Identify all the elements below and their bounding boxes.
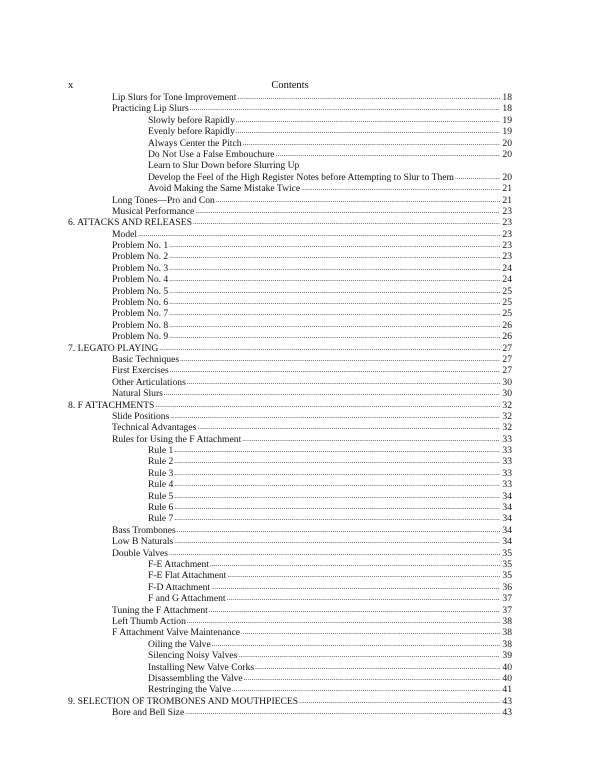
toc-entry-title: Rule 3 bbox=[148, 467, 174, 479]
toc-entry-title: Bore and Bell Size bbox=[112, 707, 185, 719]
toc-entry bbox=[68, 513, 512, 524]
toc-entry-title: Model bbox=[112, 228, 138, 240]
toc-entry-page-number: 18 bbox=[502, 92, 512, 103]
toc-entry-title: Silencing Noisy Valves bbox=[148, 650, 238, 662]
toc-entry bbox=[68, 286, 512, 297]
toc-entry bbox=[68, 229, 512, 240]
toc-entry-title: Tuning the F Attachment bbox=[112, 604, 208, 616]
toc-dot-leader bbox=[235, 126, 500, 137]
page-header bbox=[68, 80, 512, 92]
toc-dot-leader bbox=[168, 331, 500, 342]
toc-entry-title: Problem No. 8 bbox=[112, 319, 169, 331]
toc-dot-leader bbox=[168, 251, 500, 262]
toc-dot-leader bbox=[196, 422, 500, 433]
toc-entry-title: 8. F ATTACHMENTS bbox=[68, 399, 155, 411]
toc-entry-title: Oiling the Valve bbox=[148, 638, 211, 650]
toc-dot-leader bbox=[168, 286, 500, 297]
toc-dot-leader bbox=[215, 195, 500, 206]
toc-dot-leader bbox=[169, 365, 500, 376]
toc-entry bbox=[68, 468, 512, 479]
toc-entry bbox=[68, 639, 512, 650]
toc-entry bbox=[68, 707, 512, 718]
toc-entry-page-number: 26 bbox=[502, 331, 512, 343]
toc-entry-title: Restringing the Valve bbox=[148, 684, 231, 696]
toc-dot-leader bbox=[299, 160, 500, 171]
table-of-contents bbox=[68, 92, 512, 718]
toc-entry-title: Rule 2 bbox=[148, 456, 174, 468]
toc-entry bbox=[68, 263, 512, 274]
toc-dot-leader bbox=[243, 673, 500, 684]
toc-entry bbox=[68, 422, 512, 433]
toc-entry bbox=[68, 627, 512, 638]
toc-entry bbox=[68, 400, 512, 411]
toc-entry-page-number: 24 bbox=[502, 262, 512, 274]
toc-entry-page-number: 24 bbox=[502, 274, 512, 286]
toc-entry-title: Rule 7 bbox=[148, 513, 174, 525]
toc-entry bbox=[68, 548, 512, 559]
toc-entry-title: First Exercises bbox=[112, 365, 169, 377]
toc-entry bbox=[68, 696, 512, 707]
toc-entry-page-number: 25 bbox=[502, 297, 512, 309]
toc-dot-leader bbox=[168, 308, 500, 319]
toc-dot-leader bbox=[169, 411, 500, 422]
toc-entry bbox=[68, 343, 512, 354]
toc-entry-page-number: 27 bbox=[502, 365, 512, 377]
toc-dot-leader bbox=[300, 183, 500, 194]
toc-dot-leader bbox=[242, 138, 500, 149]
toc-entry-page-number: 43 bbox=[502, 707, 512, 719]
toc-dot-leader bbox=[168, 548, 500, 559]
toc-entry-title: Rule 6 bbox=[148, 502, 174, 514]
toc-entry-title: F-E Flat Attachment bbox=[148, 570, 227, 582]
toc-entry bbox=[68, 354, 512, 365]
toc-dot-leader bbox=[226, 593, 500, 604]
toc-dot-leader bbox=[137, 229, 500, 240]
toc-entry-title: Disassembling the Valve bbox=[148, 672, 243, 684]
toc-entry-page-number: 27 bbox=[502, 342, 512, 354]
toc-dot-leader bbox=[176, 525, 500, 536]
toc-entry-title: F and G Attachment bbox=[148, 593, 226, 605]
toc-entry-title: Rules for Using the F Attachment bbox=[112, 433, 242, 445]
toc-dot-leader bbox=[168, 240, 500, 251]
toc-entry bbox=[68, 525, 512, 536]
toc-entry-page-number: 32 bbox=[502, 422, 512, 434]
toc-entry-page-number: 35 bbox=[502, 547, 512, 559]
toc-dot-leader bbox=[173, 468, 500, 479]
toc-entry bbox=[68, 251, 512, 262]
toc-entry-title: 7. LEGATO PLAYING bbox=[68, 342, 159, 354]
toc-entry-page-number: 32 bbox=[502, 410, 512, 422]
toc-entry-title: Musical Performance bbox=[112, 205, 195, 217]
toc-entry bbox=[68, 479, 512, 490]
toc-entry-page-number: 35 bbox=[502, 559, 512, 570]
toc-dot-leader bbox=[254, 662, 500, 673]
toc-entry-page-number: 33 bbox=[502, 456, 512, 468]
toc-entry-title: Other Articulations bbox=[112, 376, 186, 388]
toc-entry bbox=[68, 138, 512, 149]
toc-entry-page-number: 32 bbox=[502, 399, 512, 411]
page-number: x bbox=[68, 80, 74, 91]
toc-entry bbox=[68, 183, 512, 194]
toc-entry-page-number: 33 bbox=[502, 445, 512, 457]
toc-entry-title: Develop the Feel of the High Register Notes before Attempting to Slur to Them bbox=[148, 171, 454, 183]
toc-entry bbox=[68, 445, 512, 456]
toc-entry-title: Left Thumb Action bbox=[112, 615, 186, 627]
toc-entry-title: Problem No. 5 bbox=[112, 285, 169, 297]
toc-entry bbox=[68, 103, 512, 114]
toc-entry-page-number: 23 bbox=[502, 228, 512, 240]
toc-entry bbox=[68, 274, 512, 285]
toc-entry bbox=[68, 502, 512, 513]
toc-entry-page-number: 30 bbox=[502, 376, 512, 388]
toc-entry-page-number: 27 bbox=[502, 353, 512, 365]
toc-entry-title: Lip Slurs for Tone Improvement bbox=[112, 92, 237, 103]
toc-dot-leader bbox=[168, 263, 500, 274]
toc-entry-title: F Attachment Valve Maintenance bbox=[112, 627, 240, 639]
toc-entry-page-number: 39 bbox=[502, 650, 512, 662]
toc-entry-title: Problem No. 3 bbox=[112, 262, 169, 274]
toc-dot-leader bbox=[275, 149, 500, 160]
toc-entry bbox=[68, 388, 512, 399]
toc-dot-leader bbox=[237, 650, 500, 661]
toc-dot-leader bbox=[231, 684, 500, 695]
toc-dot-leader bbox=[208, 605, 500, 616]
toc-entry bbox=[68, 126, 512, 137]
toc-entry-title: Slide Positions bbox=[112, 410, 170, 422]
toc-entry-title: Problem No. 6 bbox=[112, 297, 169, 309]
toc-entry-page-number: 23 bbox=[502, 205, 512, 217]
toc-entry-title: Natural Slurs bbox=[112, 388, 163, 400]
toc-entry bbox=[68, 115, 512, 126]
toc-entry-title: 9. SELECTION OF TROMBONES AND MOUTHPIECES bbox=[68, 695, 299, 707]
toc-entry bbox=[68, 365, 512, 376]
toc-entry bbox=[68, 536, 512, 547]
toc-entry bbox=[68, 457, 512, 468]
toc-entry bbox=[68, 491, 512, 502]
toc-entry-title: Always Center the Pitch bbox=[148, 137, 242, 149]
toc-entry bbox=[68, 331, 512, 342]
toc-dot-leader bbox=[168, 274, 500, 285]
toc-entry-title: Installing New Valve Corks bbox=[148, 661, 255, 673]
toc-entry-page-number: 19 bbox=[502, 114, 512, 126]
toc-entry bbox=[68, 605, 512, 616]
toc-entry bbox=[68, 92, 512, 103]
toc-entry-page-number: 35 bbox=[502, 570, 512, 582]
toc-entry bbox=[68, 684, 512, 695]
toc-entry-title: Practicing Lip Slurs bbox=[112, 103, 189, 115]
toc-dot-leader bbox=[173, 536, 500, 547]
toc-entry-title: Rule 4 bbox=[148, 479, 174, 491]
toc-entry-title: Rule 5 bbox=[148, 490, 174, 502]
toc-entry-title: Learn to Slur Down before Slurring Up bbox=[148, 160, 300, 172]
toc-dot-leader bbox=[236, 92, 500, 103]
toc-entry-page-number: 20 bbox=[502, 171, 512, 183]
toc-entry-page-number: 37 bbox=[502, 604, 512, 616]
toc-entry bbox=[68, 673, 512, 684]
toc-entry bbox=[68, 195, 512, 206]
toc-entry bbox=[68, 616, 512, 627]
toc-dot-leader bbox=[168, 320, 500, 331]
toc-dot-leader bbox=[184, 707, 500, 718]
toc-entry bbox=[68, 172, 512, 183]
toc-entry-page-number: 34 bbox=[502, 524, 512, 536]
toc-entry-page-number: 21 bbox=[502, 183, 512, 195]
toc-entry-title: Long Tones—Pro and Con bbox=[112, 194, 215, 206]
toc-entry-title: Slowly before Rapidly bbox=[148, 114, 235, 126]
toc-entry-title: Double Valves bbox=[112, 547, 169, 559]
toc-entry-page-number: 21 bbox=[502, 194, 512, 206]
toc-dot-leader bbox=[154, 400, 500, 411]
toc-entry-page-number: 41 bbox=[502, 684, 512, 696]
toc-entry-title: Problem No. 2 bbox=[112, 251, 169, 263]
toc-dot-leader bbox=[173, 513, 500, 524]
toc-entry bbox=[68, 377, 512, 388]
toc-entry-page-number: 25 bbox=[502, 308, 512, 320]
toc-entry-page-number: 33 bbox=[502, 467, 512, 479]
toc-entry-title: Problem No. 4 bbox=[112, 274, 169, 286]
toc-entry-page-number: 38 bbox=[502, 638, 512, 650]
toc-entry-title: Rule 1 bbox=[148, 445, 174, 457]
toc-dot-leader bbox=[186, 616, 500, 627]
toc-dot-leader bbox=[209, 559, 500, 570]
toc-entry bbox=[68, 650, 512, 661]
toc-dot-leader bbox=[194, 206, 500, 217]
toc-entry-title: Do Not Use a False Embouchure bbox=[148, 148, 275, 160]
toc-dot-leader bbox=[189, 103, 500, 114]
toc-entry-page-number: 23 bbox=[502, 240, 512, 252]
page-title: Contents bbox=[271, 80, 309, 91]
toc-entry-title: Problem No. 7 bbox=[112, 308, 169, 320]
toc-entry-page-number: 34 bbox=[502, 502, 512, 514]
toc-entry-page-number: 38 bbox=[502, 627, 512, 639]
toc-entry-page-number: 40 bbox=[502, 661, 512, 673]
toc-entry-page-number: 34 bbox=[502, 490, 512, 502]
toc-dot-leader bbox=[454, 172, 500, 183]
toc-entry-page-number: 37 bbox=[502, 593, 512, 605]
toc-dot-leader bbox=[298, 696, 500, 707]
toc-entry-page-number: 33 bbox=[502, 433, 512, 445]
toc-entry bbox=[68, 320, 512, 331]
toc-entry bbox=[68, 593, 512, 604]
toc-dot-leader bbox=[186, 377, 500, 388]
toc-dot-leader bbox=[192, 217, 500, 228]
toc-entry bbox=[68, 559, 512, 570]
toc-entry bbox=[68, 206, 512, 217]
toc-entry-page-number: 30 bbox=[502, 388, 512, 400]
toc-entry-title: Bass Trombones bbox=[112, 524, 176, 536]
toc-entry-page-number: 40 bbox=[502, 672, 512, 684]
toc-entry-page-number: 19 bbox=[502, 126, 512, 138]
toc-dot-leader bbox=[173, 479, 500, 490]
toc-entry bbox=[68, 308, 512, 319]
toc-entry bbox=[68, 570, 512, 581]
toc-dot-leader bbox=[210, 582, 500, 593]
toc-entry bbox=[68, 297, 512, 308]
toc-entry-page-number: 34 bbox=[502, 536, 512, 548]
toc-entry-title: Avoid Making the Same Mistake Twice bbox=[148, 183, 301, 195]
toc-entry bbox=[68, 662, 512, 673]
toc-dot-leader bbox=[168, 297, 500, 308]
toc-entry bbox=[68, 149, 512, 160]
toc-dot-leader bbox=[241, 434, 500, 445]
toc-entry-page-number: 33 bbox=[502, 479, 512, 491]
toc-entry-title: Problem No. 1 bbox=[112, 240, 169, 252]
toc-dot-leader bbox=[226, 570, 500, 581]
toc-entry-page-number: 36 bbox=[502, 581, 512, 593]
toc-entry bbox=[68, 217, 512, 228]
toc-entry bbox=[68, 434, 512, 445]
toc-entry-page-number: 20 bbox=[502, 148, 512, 160]
toc-entry-page-number: 26 bbox=[502, 319, 512, 331]
toc-entry-page-number: 23 bbox=[502, 217, 512, 229]
toc-entry-page-number: 23 bbox=[502, 251, 512, 263]
toc-entry-title: Problem No. 9 bbox=[112, 331, 169, 343]
toc-dot-leader bbox=[235, 115, 500, 126]
toc-entry-title: F-E Attachment bbox=[148, 559, 210, 570]
toc-dot-leader bbox=[163, 388, 500, 399]
toc-dot-leader bbox=[173, 445, 500, 456]
toc-dot-leader bbox=[173, 491, 500, 502]
toc-entry-page-number: 25 bbox=[502, 285, 512, 297]
toc-entry-title: F-D Attachment bbox=[148, 581, 211, 593]
toc-entry-page-number: 43 bbox=[502, 695, 512, 707]
toc-entry bbox=[68, 240, 512, 251]
toc-entry-page-number: 18 bbox=[502, 103, 512, 115]
toc-entry bbox=[68, 160, 512, 171]
toc-entry-title: Low B Naturals bbox=[112, 536, 174, 548]
toc-entry-page-number: 34 bbox=[502, 513, 512, 525]
toc-entry-title: Evenly before Rapidly bbox=[148, 126, 235, 138]
toc-dot-leader bbox=[179, 354, 500, 365]
toc-dot-leader bbox=[240, 627, 500, 638]
toc-entry-title: Technical Advantages bbox=[112, 422, 197, 434]
toc-entry-title: Basic Techniques bbox=[112, 353, 180, 365]
toc-dot-leader bbox=[158, 343, 500, 354]
toc-entry-title: 6. ATTACKS AND RELEASES bbox=[68, 217, 192, 229]
toc-dot-leader bbox=[173, 457, 500, 468]
toc-entry-page-number: 20 bbox=[502, 137, 512, 149]
toc-dot-leader bbox=[173, 502, 500, 513]
toc-entry bbox=[68, 582, 512, 593]
toc-entry bbox=[68, 411, 512, 422]
toc-dot-leader bbox=[211, 639, 500, 650]
toc-entry-page-number: 38 bbox=[502, 615, 512, 627]
